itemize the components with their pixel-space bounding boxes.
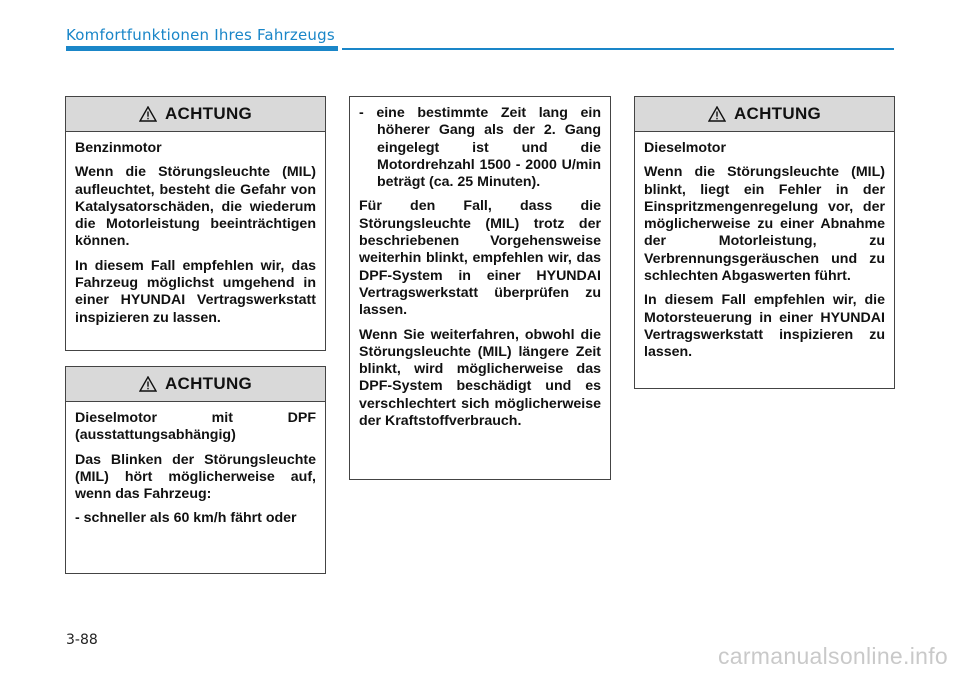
warning-box-continuation xyxy=(349,96,611,480)
paragraph: Wenn die Störungsleuchte (MIL) aufleuchtet, besteht die Gefahr von Katalysatorschäden, die wiederum die Motorleistung beeinträchtigen können. xyxy=(75,164,316,250)
warning-heading: ACHTUNG xyxy=(164,104,253,123)
warning-box-header xyxy=(635,97,894,132)
watermark: carmanualsonline.info xyxy=(717,643,948,669)
paragraph: Dieselmotor mit DPF (ausstattungsabhängig) xyxy=(75,410,316,444)
warning-box-petrol xyxy=(65,96,326,351)
warning-box-diesel xyxy=(634,96,895,389)
warning-box-body xyxy=(66,402,325,543)
warning-box-header xyxy=(66,97,325,132)
warning-triangle-icon xyxy=(708,106,726,122)
page-number: 3-88 xyxy=(66,632,98,648)
list-item: - schneller als 60 km/h fährt oder xyxy=(75,510,297,527)
warning-triangle-icon xyxy=(139,376,157,392)
paragraph: In diesem Fall empfehlen wir, das Fahrzeug möglichst umgehend in einer HYUNDAI Vertragswerkstatt inspizieren zu lassen. xyxy=(75,257,316,326)
paragraph: Das Blinken der Störungsleuchte (MIL) hört möglicherweise auf, wenn das Fahrzeug: xyxy=(75,451,316,503)
paragraph: Wenn Sie weiterfahren, obwohl die Störungsleuchte (MIL) längere Zeit blinkt, wird möglicherweise das DPF-System beschädigt und es verschlechtert sich möglicherweise der Kraftstoffverbrauch. xyxy=(359,326,601,430)
warning-heading: ACHTUNG xyxy=(164,374,253,393)
section-title: Komfortfunktionen Ihres Fahrzeugs xyxy=(66,26,335,44)
warning-box-diesel-dpf xyxy=(65,366,326,574)
warning-box-body xyxy=(66,132,325,335)
warning-box-body xyxy=(635,132,894,370)
list-item: - eine bestimmte Zeit lang ein höherer Gang als der 2. Gang eingelegt ist und die Motordrehzahl 1500 - 2000 U/min beträgt (ca. 25 Minuten). xyxy=(359,105,601,191)
paragraph: Wenn die Störungsleuchte (MIL) blinkt, liegt ein Fehler in der Einspritzmengenregelung vor, der möglicherweise zu einer Abnahme der Motorleistung, zu Verbrennungsgeräuschen und zu schlechten Abgaswerten führt. xyxy=(644,164,885,285)
paragraph: Für den Fall, dass die Störungsleuchte (MIL) trotz der beschriebenen Vorgehensweise weiterhin blinkt, empfehlen wir, das DPF-System in einer HYUNDAI Vertragswerkstatt überprüfen zu lassen. xyxy=(359,198,601,319)
header-accent-bar xyxy=(66,46,338,51)
warning-box-header xyxy=(66,367,325,402)
header-rule xyxy=(342,48,894,50)
warning-heading: ACHTUNG xyxy=(733,104,822,123)
paragraph: Benzinmotor xyxy=(75,140,162,156)
paragraph: In diesem Fall empfehlen wir, die Motorsteuerung in einer HYUNDAI Vertragswerkstatt inspizieren zu lassen. xyxy=(644,292,885,361)
paragraph: Dieselmotor xyxy=(644,140,726,156)
warning-triangle-icon xyxy=(139,106,157,122)
